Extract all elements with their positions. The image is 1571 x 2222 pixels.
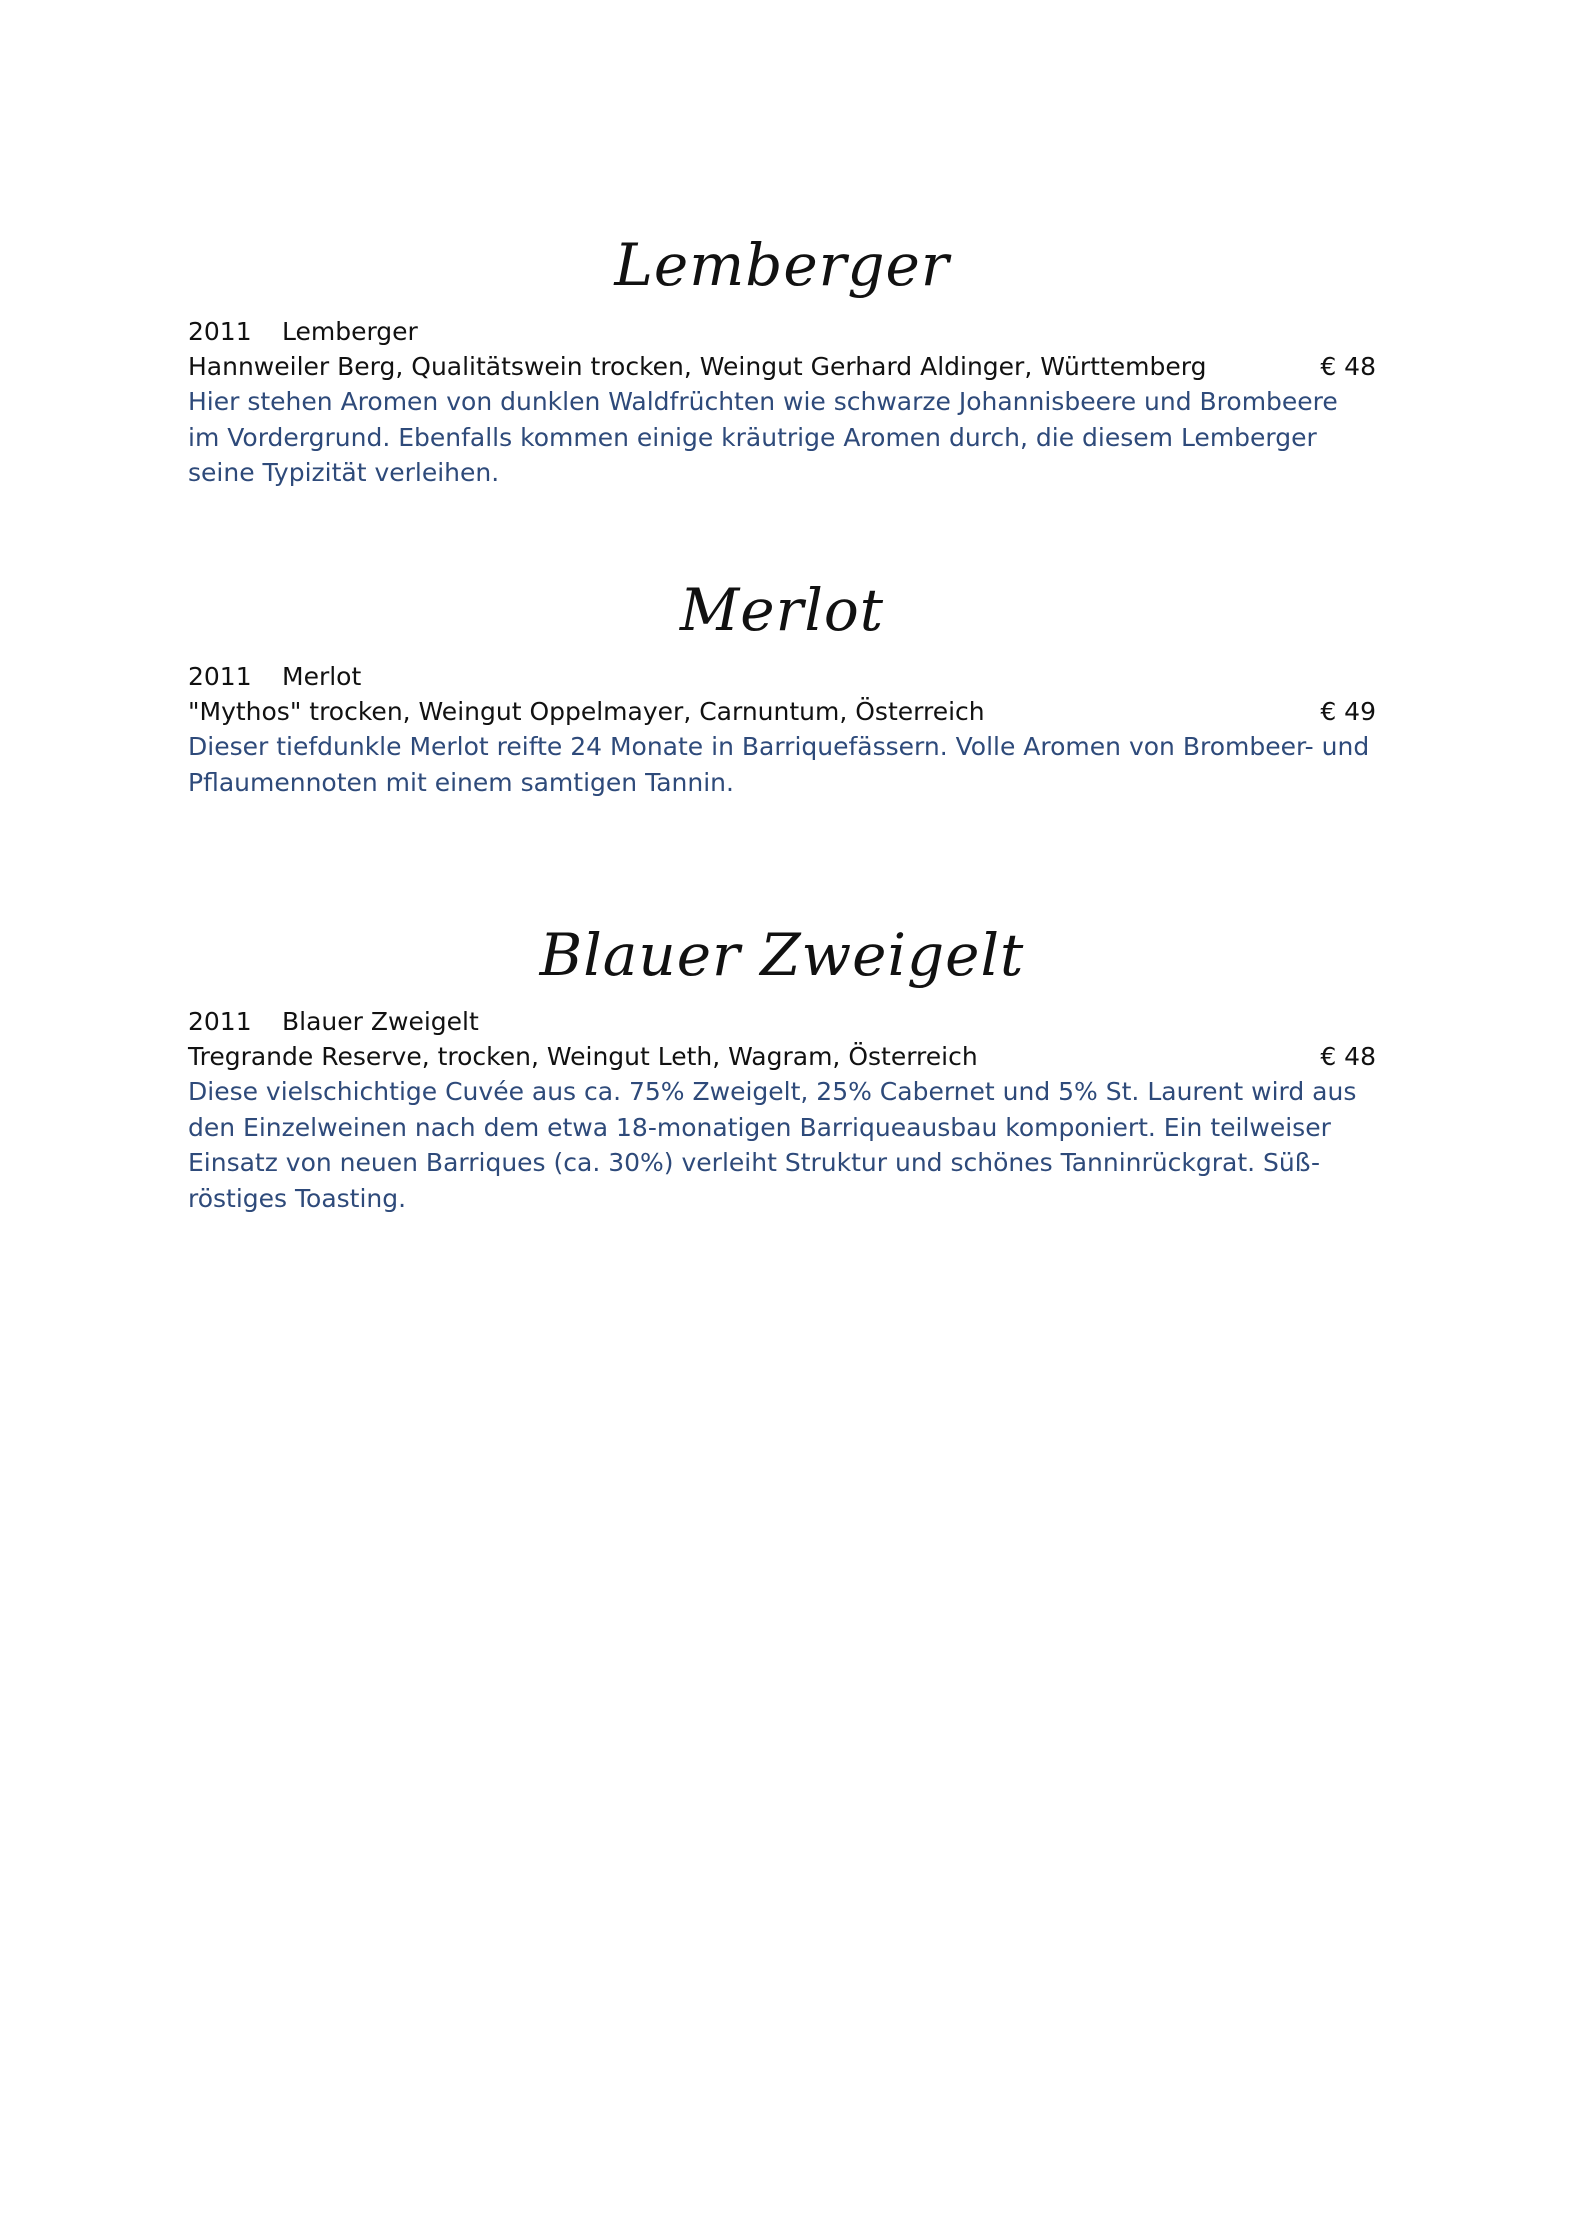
wine-name: Lemberger bbox=[282, 317, 418, 346]
section-heading: Merlot bbox=[679, 576, 885, 644]
wine-name: Merlot bbox=[282, 662, 362, 691]
wine-name: Blauer Zweigelt bbox=[282, 1007, 479, 1036]
wine-details-line bbox=[188, 694, 1376, 729]
wine-price: € 48 bbox=[1320, 1042, 1376, 1071]
wine-year: 2011 bbox=[188, 1007, 252, 1036]
wine-title-line bbox=[188, 659, 1376, 694]
wine-details: Hannweiler Berg, Qualitätswein trocken, Weingut Gerhard Aldinger, Württemberg bbox=[188, 352, 1207, 381]
wine-description: Diese vielschichtige Cuvée aus ca. 75% Zweigelt, 25% Cabernet und 5% St. Laurent wird aus den Einzelweinen nach dem etwa 18-monatigen Barriqueausbau komponiert. Ein teilweiser Einsatz von neuen Barriques (ca. 30%) verleiht Struktur und schönes Tanninrückgrat. Süß-röstiges Toasting. bbox=[188, 1077, 1357, 1213]
wine-description: Dieser tiefdunkle Merlot reifte 24 Monate in Barriquefässern. Volle Aromen von Brombeer- und Pflaumennoten mit einem samtigen Tannin. bbox=[188, 732, 1370, 797]
wine-price: € 48 bbox=[1320, 352, 1376, 381]
section-heading: Blauer Zweigelt bbox=[539, 921, 1025, 989]
wine-details: Tregrande Reserve, trocken, Weingut Leth, Wagram, Österreich bbox=[188, 1042, 978, 1071]
wine-details: "Mythos" trocken, Weingut Oppelmayer, Carnuntum, Österreich bbox=[188, 697, 985, 726]
wine-details-line bbox=[188, 1039, 1376, 1074]
wine-price: € 49 bbox=[1320, 697, 1376, 726]
wine-description: Hier stehen Aromen von dunklen Waldfrüchten wie schwarze Johannisbeere und Brombeere im Vordergrund. Ebenfalls kommen einige kräutrige Aromen durch, die diesem Lemberger seine Typizität verleihen. bbox=[188, 387, 1338, 487]
wine-title-line bbox=[188, 314, 1376, 349]
wine-year: 2011 bbox=[188, 662, 252, 691]
section-heading: Lemberger bbox=[614, 231, 950, 299]
wine-details-line bbox=[188, 349, 1376, 384]
wine-year: 2011 bbox=[188, 317, 252, 346]
wine-title-line bbox=[188, 1004, 1376, 1039]
